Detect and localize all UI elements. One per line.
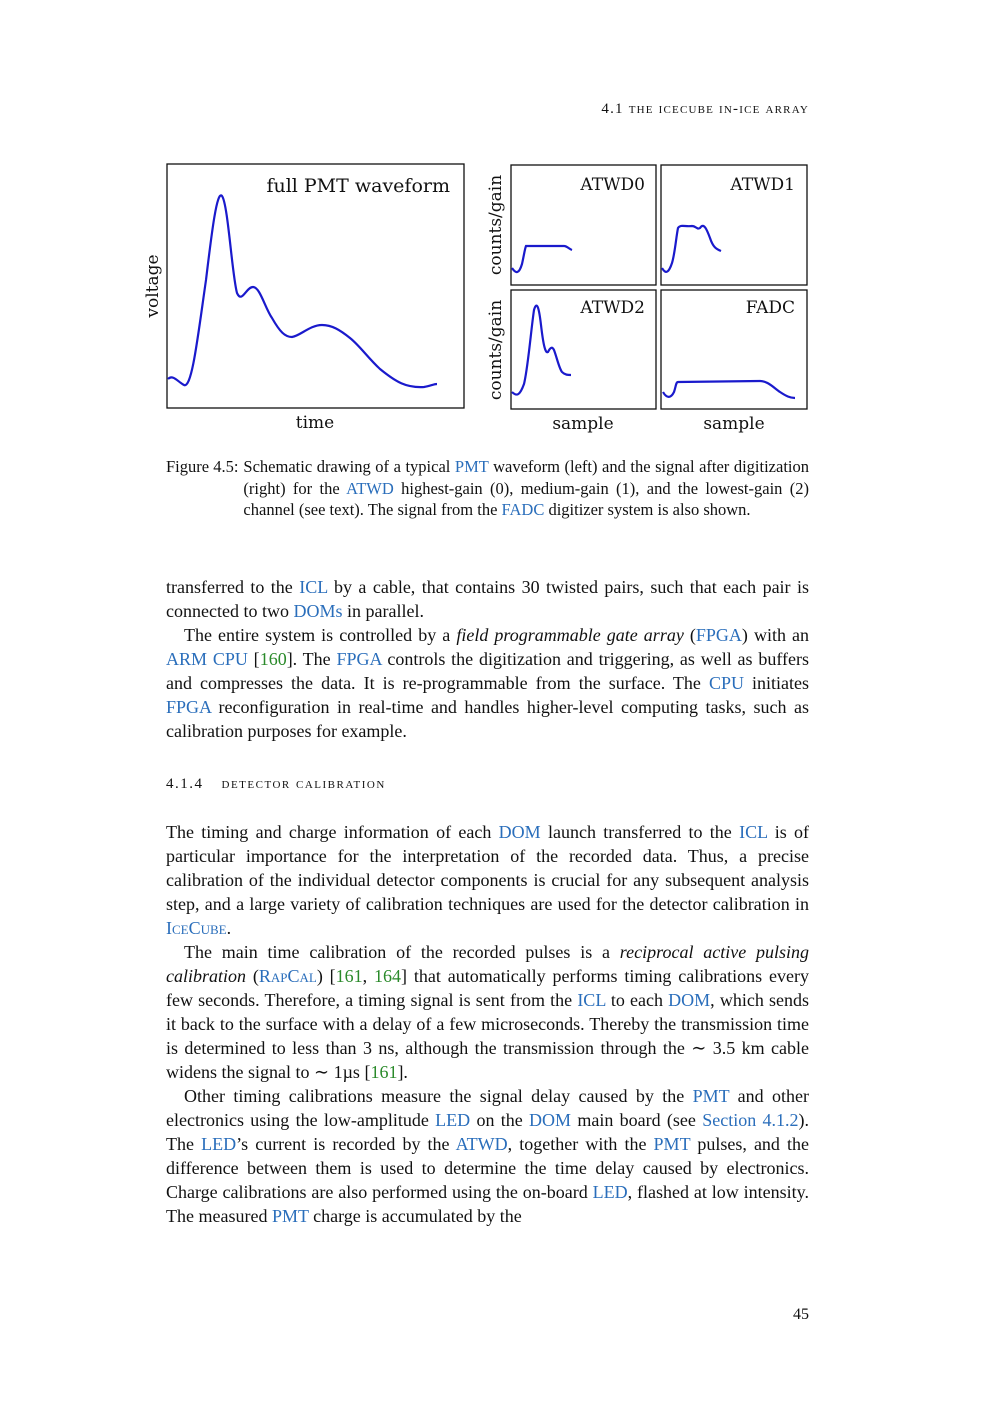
running-head: 4.1 the icecube in-ice array: [601, 101, 809, 117]
link-icecube[interactable]: IceCube: [166, 918, 227, 938]
figure-pmt-waveform: [140, 160, 820, 440]
link-atwd[interactable]: ATWD: [455, 1134, 508, 1154]
link-rapcal[interactable]: RapCal: [258, 966, 317, 986]
link-led[interactable]: LED: [592, 1182, 628, 1202]
paragraph-timing-charge: The timing and charge information of each DOM launch transferred to the ICL is of particular importance for the interpretation of the recorded data. Thus, a precise calibration of the individual detector components is crucial for any subsequent analysis step, and a large variety of calibration techniques are used for the detector calibration in IceCube.: [166, 822, 810, 938]
link-icl[interactable]: ICL: [299, 577, 328, 597]
caption-label: Figure 4.5:: [166, 457, 239, 476]
link-dom[interactable]: DOM: [668, 990, 711, 1010]
section-number: 4.1.4: [166, 776, 204, 792]
link-section-4-1-2[interactable]: Section 4.1.2: [702, 1110, 799, 1130]
link-fadc[interactable]: FADC: [501, 500, 545, 519]
atwd2-waveform-line: [512, 306, 571, 395]
link-pmt[interactable]: PMT: [454, 457, 489, 476]
axis-label-sample-right: sample: [703, 414, 765, 434]
link-icl[interactable]: ICL: [739, 822, 768, 842]
axis-label-time: time: [295, 413, 335, 433]
body-upper: [166, 575, 809, 743]
link-atwd[interactable]: ATWD: [346, 478, 394, 498]
figure-caption: [166, 456, 809, 521]
citation-161[interactable]: 161: [370, 1062, 398, 1082]
paragraph-fpga: The entire system is controlled by a field programmable gate array (FPGA) with an ARM CPU [160]. The FPGA controls the digitization and triggering, as well as buffers and compresses the data. It is re-programmable from the surface. The CPU initiates FPGA reconfiguration in real-time and handles higher-level computing tasks, such as calibration purposes for example.: [166, 625, 810, 741]
fadc-waveform-line: [663, 381, 795, 398]
link-dom[interactable]: DOM: [529, 1110, 572, 1130]
waveform-schematic: [140, 160, 820, 440]
citation-160[interactable]: 160: [259, 649, 287, 669]
axis-label-voltage: voltage: [143, 254, 163, 318]
link-fpga[interactable]: FPGA: [166, 697, 212, 717]
link-led[interactable]: LED: [201, 1134, 237, 1154]
panel-full-frame: [167, 164, 464, 408]
axis-label-counts-gain-top: counts/gain: [486, 174, 506, 276]
panel-fadc-title: FADC: [745, 298, 795, 318]
link-doms[interactable]: DOMs: [293, 601, 343, 621]
atwd1-waveform-line: [662, 226, 721, 272]
link-fpga[interactable]: FPGA: [336, 649, 382, 669]
link-cpu[interactable]: CPU: [708, 673, 744, 693]
citation-161[interactable]: 161: [335, 966, 363, 986]
link-icl[interactable]: ICL: [577, 990, 606, 1010]
link-fpga[interactable]: FPGA: [695, 625, 742, 645]
atwd0-waveform-line: [512, 246, 572, 272]
panel-full-title: full PMT waveform: [266, 175, 450, 197]
link-pmt[interactable]: PMT: [692, 1086, 730, 1106]
full-waveform-line: [168, 195, 437, 387]
paragraph-cable: transferred to the ICL by a cable, that contains 30 twisted pairs, such that each pair is connected to two DOMs in parallel.: [166, 577, 809, 621]
panel-atwd2-title: ATWD2: [580, 298, 645, 318]
body-lower: [166, 820, 809, 1228]
page-number: 45: [793, 1306, 809, 1323]
panel-atwd1-title: ATWD1: [730, 175, 795, 195]
paragraph-rapcal: The main time calibration of the recorded pulses is a reciprocal active pulsing calibration (RapCal) [161, 164] that automatically performs timing calibrations every few seconds. Therefore, a timing signal is sent from the ICL to each DOM, which sends it back to the surface with a delay of a few microseconds. Thereby the transmission time is determined to less than 3 ns, although the transmission through the ∼ 3.5 km cable widens the signal to ∼ 1µs [161].: [166, 942, 810, 1082]
citation-164[interactable]: 164: [374, 966, 402, 986]
section-title: detector calibration: [221, 776, 386, 792]
link-pmt[interactable]: PMT: [271, 1206, 309, 1226]
section-heading: [166, 776, 386, 793]
link-arm-cpu[interactable]: ARM CPU: [166, 649, 248, 669]
axis-label-counts-gain-bottom: counts/gain: [486, 299, 506, 401]
link-led[interactable]: LED: [435, 1110, 471, 1130]
paragraph-led-calibration: Other timing calibrations measure the signal delay caused by the PMT and other electronics using the low-amplitude LED on the DOM main board (see Section 4.1.2). The LED’s current is recorded by the ATWD, together with the PMT pulses, and the difference between them is used to determine the time delay caused by electronics. Charge calibrations are also performed using the on-board LED, flashed at low intensity. The measured PMT charge is accumulated by the: [166, 1086, 810, 1226]
caption-text: Schematic drawing of a typical PMT waveform (left) and the signal after digitization (right) for the ATWD highest-gain (0), medium-gain (1), and the lowest-gain (2) channel (see text). The signal from the FADC digitizer system is also shown.: [243, 457, 810, 519]
link-dom[interactable]: DOM: [498, 822, 541, 842]
link-pmt[interactable]: PMT: [653, 1134, 691, 1154]
axis-label-sample-left: sample: [552, 414, 614, 434]
panel-atwd0-title: ATWD0: [580, 175, 645, 195]
